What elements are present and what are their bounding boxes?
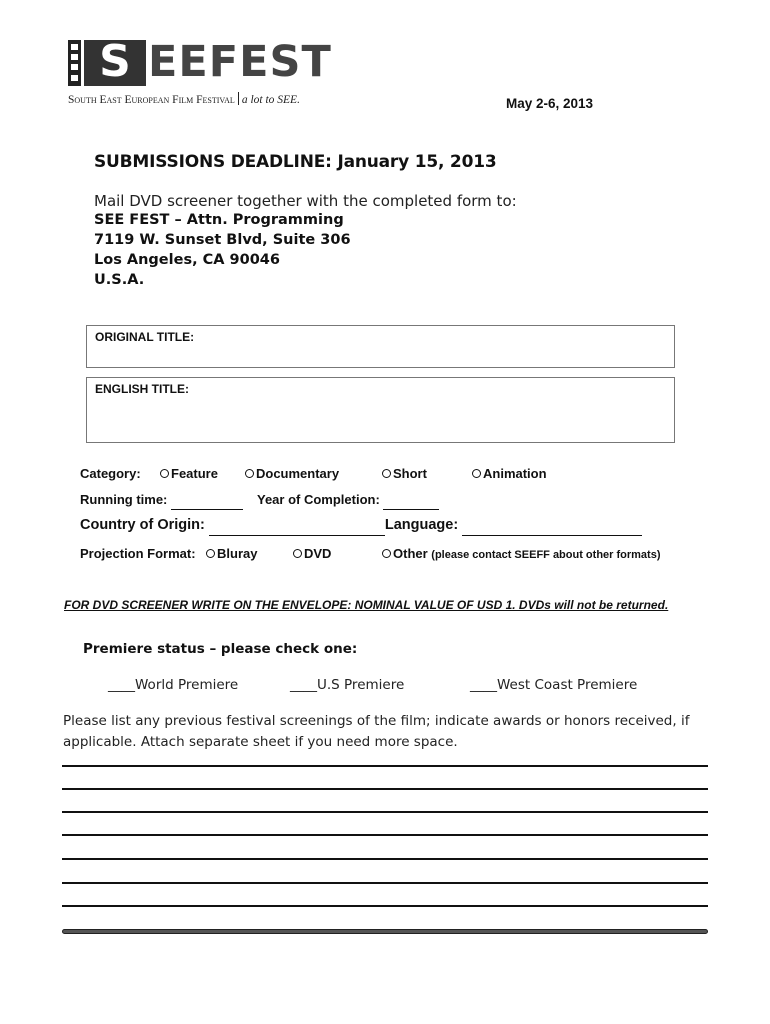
festival-date: May 2-6, 2013 bbox=[506, 96, 594, 111]
english-title-field[interactable] bbox=[86, 377, 675, 443]
projection-bluray[interactable]: Bluray bbox=[206, 546, 257, 561]
writing-line[interactable] bbox=[62, 834, 708, 836]
premiere-status-title: Premiere status – please check one: bbox=[83, 641, 358, 657]
writing-line[interactable] bbox=[62, 858, 708, 860]
language-input[interactable] bbox=[462, 519, 642, 536]
mail-instructions: Mail DVD screener together with the completed form to: bbox=[94, 192, 517, 210]
country-origin-label: Country of Origin: Language: bbox=[80, 517, 642, 536]
address-line: Los Angeles, CA 90046 bbox=[94, 252, 280, 268]
logo-s-letter: S bbox=[99, 36, 131, 87]
premiere-world[interactable]: ____World Premiere bbox=[108, 677, 239, 693]
original-title-field[interactable] bbox=[86, 325, 675, 368]
radio-icon[interactable] bbox=[472, 469, 481, 478]
writing-line[interactable] bbox=[62, 765, 708, 767]
address-line: U.S.A. bbox=[94, 272, 145, 288]
projection-dvd[interactable]: DVD bbox=[293, 546, 331, 561]
running-time-label: Running time: bbox=[80, 492, 243, 510]
logo-wordmark: EEFEST bbox=[148, 37, 332, 87]
radio-icon[interactable] bbox=[382, 469, 391, 478]
premiere-us[interactable]: ____U.S Premiere bbox=[290, 677, 405, 693]
logo-tagline bbox=[68, 92, 300, 106]
year-completion-label: Year of Completion: bbox=[257, 492, 439, 510]
radio-icon[interactable] bbox=[382, 549, 391, 558]
radio-icon[interactable] bbox=[206, 549, 215, 558]
running-time-input[interactable] bbox=[171, 494, 243, 510]
category-feature[interactable]: Feature bbox=[160, 466, 218, 481]
tagline-festival-name: South East European Film Festival bbox=[68, 94, 235, 106]
other-formats-note: (please contact SEEFF about other formats) bbox=[431, 549, 661, 561]
english-title-label: ENGLISH TITLE: bbox=[95, 382, 189, 396]
projection-other[interactable]: Other (please contact SEEFF about other formats) bbox=[382, 546, 661, 561]
end-rule bbox=[62, 929, 708, 934]
address-line: SEE FEST – Attn. Programming bbox=[94, 212, 344, 228]
radio-icon[interactable] bbox=[160, 469, 169, 478]
radio-icon[interactable] bbox=[245, 469, 254, 478]
projection-label: Projection Format: bbox=[80, 546, 196, 561]
writing-line[interactable] bbox=[62, 811, 708, 813]
country-origin-input[interactable] bbox=[209, 519, 385, 536]
category-short[interactable]: Short bbox=[382, 466, 427, 481]
tagline-slogan: a lot to SEE. bbox=[241, 94, 300, 106]
category-label: Category: bbox=[80, 466, 141, 481]
writing-line[interactable] bbox=[62, 905, 708, 907]
screenings-instructions: Please list any previous festival screenings of the film; indicate awards or honors received, if applicable. Attach separate sheet if you need more space. bbox=[63, 713, 690, 750]
radio-icon[interactable] bbox=[293, 549, 302, 558]
language-label: Language: bbox=[384, 517, 459, 533]
address-line: 7119 W. Sunset Blvd, Suite 306 bbox=[94, 232, 351, 248]
category-animation[interactable]: Animation bbox=[472, 466, 547, 481]
year-completion-input[interactable] bbox=[383, 494, 439, 510]
film-strip-icon bbox=[68, 40, 81, 86]
submissions-deadline: SUBMISSIONS DEADLINE: January 15, 2013 bbox=[94, 152, 497, 172]
writing-line[interactable] bbox=[62, 882, 708, 884]
premiere-west-coast[interactable]: ____West Coast Premiere bbox=[470, 677, 638, 693]
category-documentary[interactable]: Documentary bbox=[245, 466, 339, 481]
writing-line[interactable] bbox=[62, 788, 708, 790]
dvd-envelope-notice: FOR DVD SCREENER WRITE ON THE ENVELOPE: NOMINAL VALUE OF USD 1. DVDs will not be returned. bbox=[64, 598, 669, 612]
original-title-label: ORIGINAL TITLE: bbox=[95, 330, 195, 344]
